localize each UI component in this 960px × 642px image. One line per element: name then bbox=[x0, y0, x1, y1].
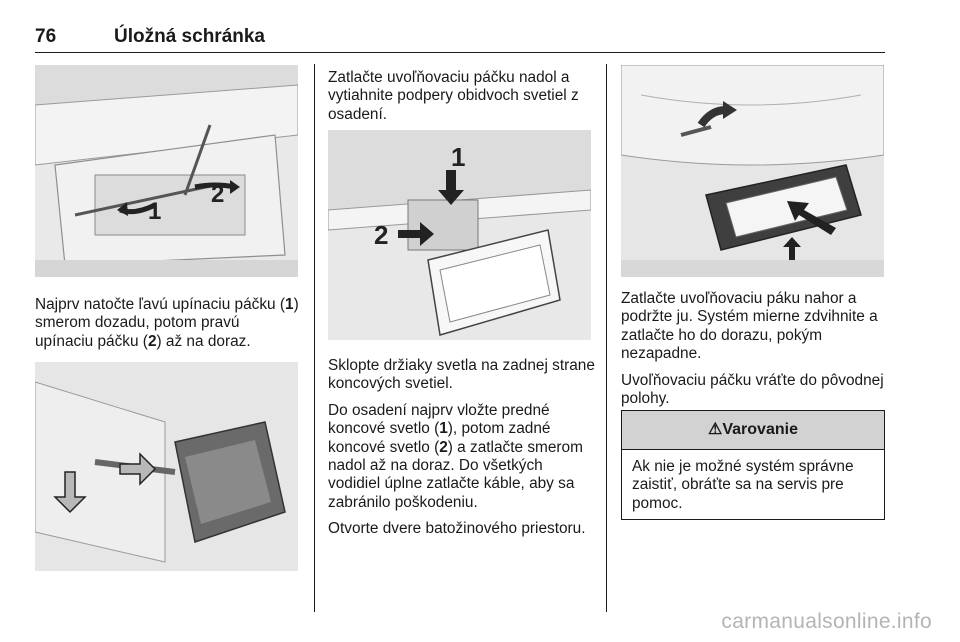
col1-text-1 bbox=[35, 296, 300, 359]
page-header bbox=[35, 26, 885, 53]
fig1-callout-1: 1 bbox=[148, 198, 162, 225]
col2-text-1 bbox=[328, 69, 596, 132]
ref-number: 1 bbox=[439, 420, 448, 438]
clamp-instruction: Najprv natočte ľavú upínaciu páčku (1) smerom dozadu, potom pravú upínaciu páčku (2) až na doraz. bbox=[35, 296, 299, 350]
watermark: carmanualsonline.info bbox=[721, 610, 932, 633]
fig-supports-callout-2: 2 bbox=[374, 220, 389, 250]
figure-light-holder bbox=[35, 362, 298, 571]
col2-text-2 bbox=[328, 357, 596, 547]
ref-number: 2 bbox=[439, 438, 448, 456]
warning-title: Varovanie bbox=[722, 421, 798, 438]
clamp-levers-illustration bbox=[35, 65, 298, 277]
figure-light-supports bbox=[328, 130, 591, 340]
warning-box bbox=[621, 410, 885, 520]
push-lever-instruction: Zatlačte uvoľňovaciu páku nahor a podržte ju. Systém mierne zdvihnite a zatlačte ho do dorazu, pokým nezapadne. bbox=[621, 290, 878, 363]
light-supports-illustration bbox=[328, 130, 591, 340]
col3-text-1 bbox=[621, 290, 889, 416]
column-divider-1 bbox=[314, 64, 315, 612]
light-holder-illustration bbox=[35, 362, 298, 571]
warning-body: Ak nie je možné systém správne zaistiť, obráťte sa na servis pre pomoc. bbox=[632, 458, 854, 512]
fig1-callout-2: 2 bbox=[211, 181, 225, 208]
fold-holders-instruction: Sklopte držiaky svetla na zadnej strane koncových svetiel. bbox=[328, 357, 595, 393]
release-lever-instruction: Zatlačte uvoľňovaciu páčku nadol a vytiahnite podpery obidvoch svetiel z osadení. bbox=[328, 69, 579, 123]
fig-supports-callout-1: 1 bbox=[451, 142, 466, 172]
insert-lights-instruction: Do osadení najprv vložte predné koncové svetlo (1), potom zadné koncové svetlo (2) a zatlačte smerom nadol až na doraz. Do všetkých vodidiel úplne zatlačte káble, aby sa zabránilo poškodeniu. bbox=[328, 401, 583, 511]
bumper-system-illustration bbox=[621, 65, 884, 277]
figure-bumper-system bbox=[621, 65, 884, 277]
column-divider-2 bbox=[606, 64, 607, 612]
page-number: 76 bbox=[35, 26, 57, 47]
warning-icon: ⚠ bbox=[708, 421, 723, 438]
figure-clamp-levers bbox=[35, 65, 298, 277]
ref-number: 2 bbox=[147, 332, 157, 350]
warning-header bbox=[622, 411, 884, 450]
open-trunk-instruction: Otvorte dvere batožinového priestoru. bbox=[328, 520, 586, 538]
return-lever-instruction: Uvoľňovaciu páčku vráťte do pôvodnej polohy. bbox=[621, 371, 884, 408]
section-title: Úložná schránka bbox=[114, 26, 265, 47]
ref-number: 1 bbox=[285, 296, 294, 313]
